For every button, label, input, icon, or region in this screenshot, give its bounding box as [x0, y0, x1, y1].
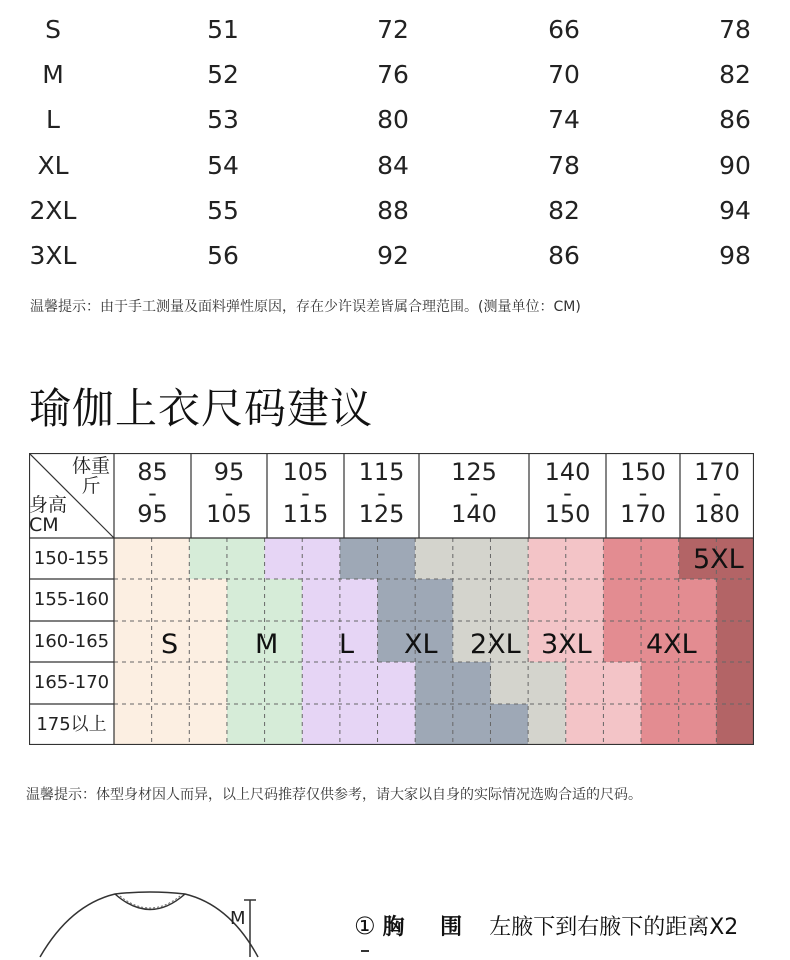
weight-range-header: 105 - 115: [282, 458, 329, 528]
size-value-cell: 92: [377, 241, 409, 270]
size-value-cell: 78: [548, 151, 580, 180]
size-value-cell: 86: [548, 241, 580, 270]
weight-range-header: 170 - 180: [694, 458, 740, 528]
size-zone-label: 2XL: [470, 629, 521, 660]
size-value-cell: 82: [548, 196, 580, 225]
size-zone-label: M: [255, 629, 279, 660]
size-value-cell: 55: [207, 196, 239, 225]
size-table-row: [0, 191, 790, 231]
size-zone-cell: [528, 579, 603, 621]
size-table-row: [0, 146, 790, 186]
size-value-cell: 90: [719, 151, 751, 180]
size-zone-cell: [415, 704, 528, 745]
size-zone-cell: [716, 621, 754, 662]
size-label-cell: XL: [37, 151, 69, 180]
size-label-cell: M: [42, 60, 64, 89]
height-range-label: 175以上: [36, 714, 107, 735]
weight-range-header: 85 - 95: [137, 458, 168, 528]
size-zone-cell: [603, 579, 716, 621]
size-value-cell: 98: [719, 241, 751, 270]
size-zone-cell: [302, 662, 415, 704]
size-zone-label: S: [161, 629, 179, 660]
height-range-label: 165-170: [33, 672, 110, 693]
size-value-cell: 56: [207, 241, 239, 270]
size-zone-label: L: [339, 629, 355, 660]
tick-label: M: [230, 908, 246, 929]
size-value-cell: 54: [207, 151, 239, 180]
size-zone-cell: [302, 579, 377, 621]
size-advice-note: 温馨提示：体型身材因人而异，以上尺码推荐仅供参考，请大家以自身的实际情况选购合适的尺码。: [26, 787, 642, 803]
size-label-cell: S: [45, 15, 61, 44]
size-value-cell: 66: [548, 15, 580, 44]
size-zone-cell: [528, 704, 566, 745]
dash-mark: [361, 950, 369, 952]
weight-range-header: 95 - 105: [206, 458, 252, 528]
size-label-cell: 2XL: [29, 196, 77, 225]
size-value-cell: 74: [548, 105, 580, 134]
size-zone-cell: [114, 662, 227, 704]
height-range-label: 155-160: [33, 589, 110, 610]
size-label-cell: L: [46, 105, 60, 134]
measure-description: 左腋下到右腋下的距离X2: [489, 915, 739, 940]
size-value-cell: 70: [548, 60, 580, 89]
height-range-label: 150-155: [33, 548, 110, 569]
size-zone-label: 4XL: [646, 629, 697, 660]
weight-range-header: 125 - 140: [451, 458, 497, 528]
size-zone-label: 3XL: [541, 629, 592, 660]
size-recommendation-chart: [29, 453, 754, 745]
size-value-cell: 72: [377, 15, 409, 44]
size-value-cell: 52: [207, 60, 239, 89]
chest-measure-row: [354, 910, 738, 941]
size-zone-cell: [114, 704, 227, 745]
size-table-row: [0, 100, 790, 140]
size-zone-cell: [378, 579, 453, 621]
size-value-cell: 51: [207, 15, 239, 44]
size-table-row: [0, 55, 790, 95]
section-title: 瑜伽上衣尺码建议: [29, 384, 374, 433]
size-table-row: [0, 236, 790, 276]
size-value-cell: 88: [377, 196, 409, 225]
size-value-cell: 80: [377, 105, 409, 134]
measure-label: 胸 围: [382, 915, 477, 940]
weight-range-header: 115 - 125: [358, 458, 405, 528]
size-zone-label: XL: [404, 629, 438, 660]
measurement-note: 温馨提示：由于手工测量及面料弹性原因，存在少许误差皆属合理范围。(测量单位：CM): [30, 299, 581, 315]
measure-number: ①: [354, 912, 376, 940]
size-value-cell: 94: [719, 196, 751, 225]
size-zone-cell: [716, 704, 754, 745]
shirt-outline-illustration: [30, 880, 330, 960]
corner-weight-label: 体重 斤: [71, 455, 110, 497]
size-zone-cell: [114, 579, 227, 621]
size-table-row: [0, 10, 790, 50]
height-range-label: 160-165: [33, 631, 110, 652]
corner-height-label: 身高 CM: [29, 494, 68, 536]
weight-range-header: 150 - 170: [620, 458, 666, 528]
size-zone-cell: [716, 662, 754, 704]
size-value-cell: 53: [207, 105, 239, 134]
size-value-cell: 76: [377, 60, 409, 89]
weight-range-header: 140 - 150: [544, 458, 591, 528]
size-zone-cell: [453, 579, 528, 621]
size-value-cell: 78: [719, 15, 751, 44]
size-zone-cell: [227, 579, 302, 621]
size-label-cell: 3XL: [29, 241, 77, 270]
size-zone-label: 5XL: [693, 544, 744, 575]
size-zone-cell: [716, 579, 754, 621]
size-zone-cell: [302, 704, 415, 745]
size-value-cell: 82: [719, 60, 751, 89]
size-value-cell: 84: [377, 151, 409, 180]
size-value-cell: 86: [719, 105, 751, 134]
